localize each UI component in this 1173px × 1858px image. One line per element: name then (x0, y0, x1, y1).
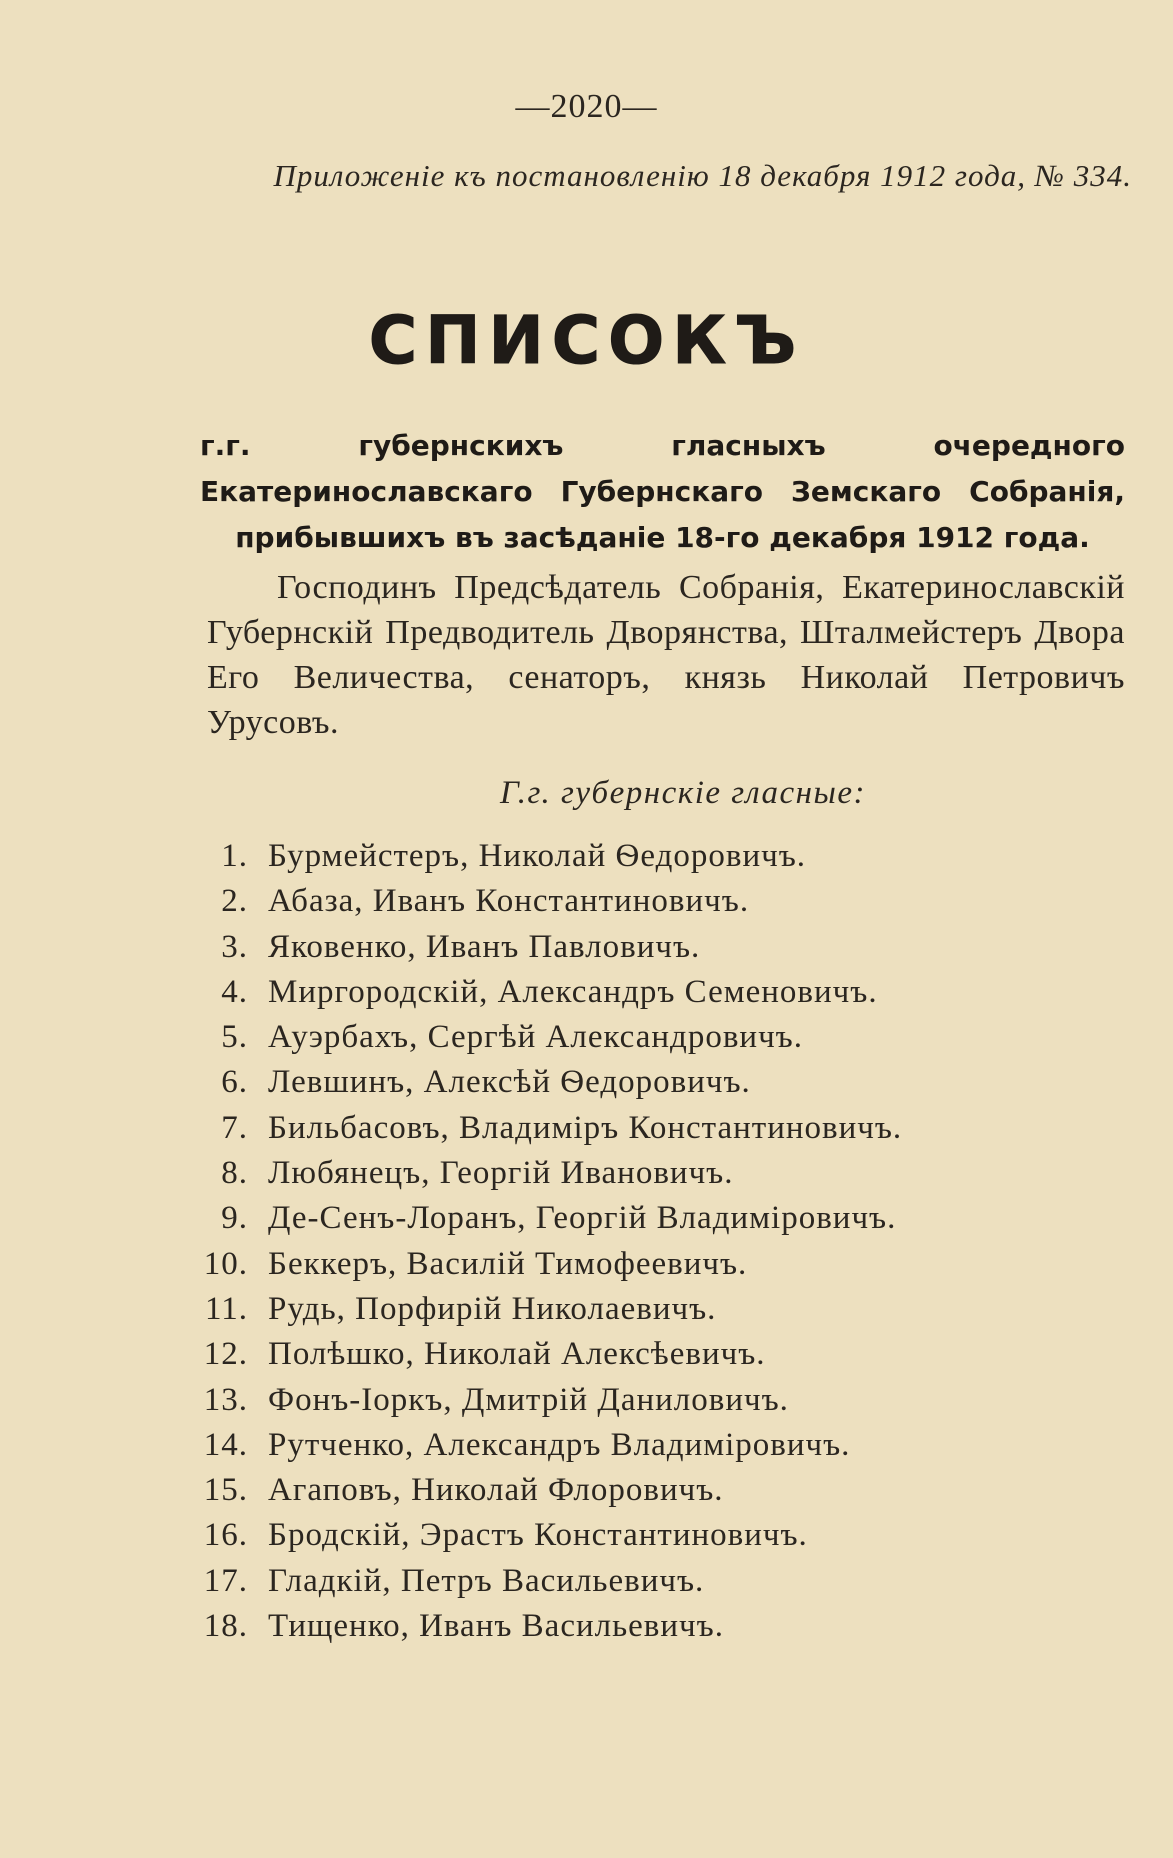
list-item (0, 1064, 1173, 1109)
list-item (0, 1291, 1173, 1336)
item-name: Полѣшко, Николай Алексѣевичъ. (268, 1336, 766, 1373)
item-name: Гладкій, Петръ Васильевичъ. (268, 1562, 705, 1599)
list-item (0, 929, 1173, 974)
item-number: 7. (221, 1109, 248, 1146)
list-item (0, 883, 1173, 928)
item-name: Бильбасовъ, Владиміръ Константиновичъ. (268, 1109, 903, 1146)
list-item (0, 1427, 1173, 1472)
appendix-line: Приложеніе къ постановленію 18 декабря 1912 года, № 334. (273, 158, 1132, 193)
item-name: Ауэрбахъ, Сергѣй Александровичъ. (268, 1019, 803, 1056)
item-number: 13. (203, 1381, 248, 1418)
item-name: Миргородскій, Александръ Семеновичъ. (268, 973, 878, 1010)
item-name: Де-Сенъ-Лоранъ, Георгій Владиміровичъ. (268, 1200, 897, 1237)
item-number: 1. (221, 838, 248, 874)
item-name: Рудь, Порфирій Николаевичъ. (268, 1290, 717, 1327)
item-number: 15. (203, 1472, 248, 1509)
item-number: 5. (221, 1019, 248, 1056)
item-number: 18. (203, 1608, 248, 1645)
list-item (0, 1608, 1173, 1653)
item-number: 9. (221, 1200, 248, 1237)
item-name: Бурмейстеръ, Николай Ѳедоровичъ. (268, 838, 807, 874)
list-item (0, 1019, 1173, 1064)
list-item (0, 1382, 1173, 1427)
chairman-paragraph: Господинъ Предсѣдатель Собранія, Екатеринославскій Губернскій Предводитель Дворянства, Шталмейстеръ Двора Его Величества, сенаторъ, князь Николай Петровичъ Урусовъ. (207, 569, 1125, 741)
document-title: СПИСОКЪ (368, 302, 805, 379)
list-item (0, 1563, 1173, 1608)
item-number: 6. (221, 1064, 248, 1101)
item-number: 12. (203, 1336, 248, 1373)
list-item (0, 1246, 1173, 1291)
list-item (0, 1155, 1173, 1200)
item-number: 17. (203, 1562, 248, 1599)
list-heading: Г.г. губернскіе гласные: (500, 775, 866, 811)
page-number: —2020— (515, 88, 658, 125)
item-number: 11. (204, 1290, 248, 1327)
item-name: Рутченко, Александръ Владиміровичъ. (268, 1426, 851, 1463)
item-name: Абаза, Иванъ Константиновичъ. (268, 883, 750, 920)
item-name: Тищенко, Иванъ Васильевичъ. (268, 1608, 724, 1645)
list-item (0, 1472, 1173, 1517)
item-name: Любянецъ, Георгій Ивановичъ. (268, 1155, 734, 1192)
list-item (0, 1200, 1173, 1245)
item-name: Агаповъ, Николай Флоровичъ. (268, 1472, 724, 1509)
item-number: 3. (221, 928, 248, 965)
item-name: Беккеръ, Василій Тимофеевичъ. (268, 1245, 748, 1282)
list-item (0, 1110, 1173, 1155)
item-name: Бродскій, Эрастъ Константиновичъ. (268, 1517, 808, 1554)
item-name: Яковенко, Иванъ Павловичъ. (268, 928, 701, 965)
document-subtitle: г.г. губернскихъ гласныхъ очередного Екатеринославскаго Губернскаго Земскаго Собранія, прибывшихъ въ засѣданіе 18-го декабря 1912 года. (200, 429, 1125, 554)
list-item (0, 1336, 1173, 1381)
members-list (0, 838, 1173, 1653)
item-number: 10. (203, 1245, 248, 1282)
list-item (0, 838, 1173, 883)
list-item (0, 974, 1173, 1019)
item-number: 16. (203, 1517, 248, 1554)
list-item (0, 1517, 1173, 1562)
item-number: 2. (221, 883, 248, 920)
item-name: Левшинъ, Алексѣй Ѳедоровичъ. (268, 1064, 751, 1101)
item-number: 4. (221, 973, 248, 1010)
item-number: 14. (203, 1426, 248, 1463)
item-name: Фонъ-Іоркъ, Дмитрій Даниловичъ. (268, 1381, 789, 1418)
item-number: 8. (221, 1155, 248, 1192)
